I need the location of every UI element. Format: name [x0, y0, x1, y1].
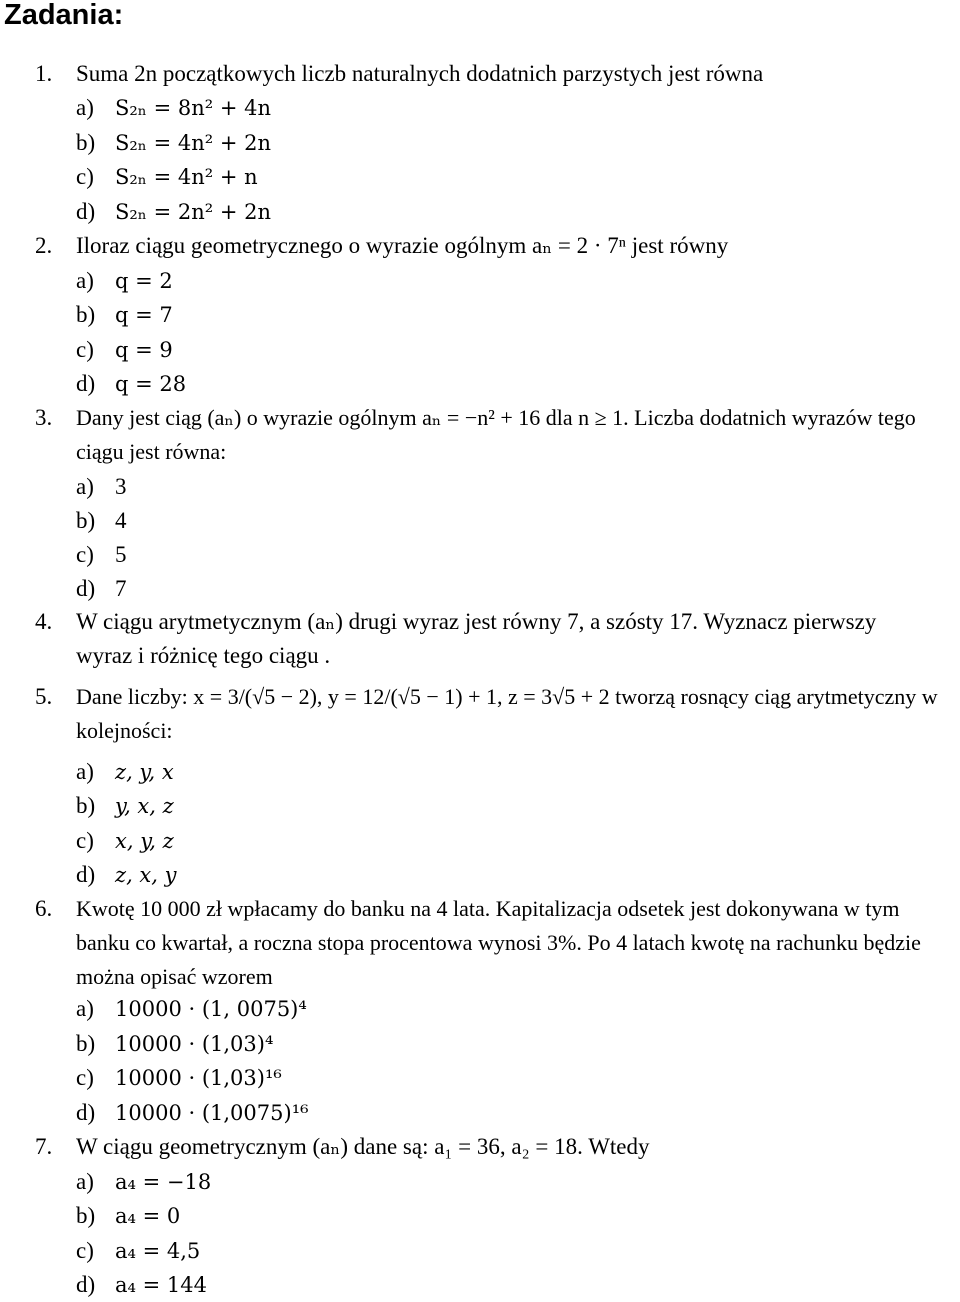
- option-formula: a₄ = 0: [115, 1204, 181, 1228]
- option-formula: a₄ = 144: [115, 1273, 207, 1297]
- option-label: b): [76, 302, 96, 327]
- option-value: 7: [115, 576, 127, 601]
- option-label: c): [76, 828, 94, 853]
- option-formula: a₄ = 4,5: [115, 1239, 201, 1263]
- task-2-option-a: [0, 264, 960, 298]
- task-number: 7.: [35, 1134, 53, 1159]
- option-formula: a₄ = −18: [115, 1170, 212, 1194]
- task-number: 4.: [35, 609, 53, 634]
- task-6: [0, 892, 960, 996]
- option-label: d): [76, 862, 96, 887]
- option-value: 3: [115, 474, 127, 499]
- task-2: [0, 229, 960, 263]
- task-7-option-b: [0, 1199, 960, 1233]
- task-2-option-b: [0, 298, 960, 332]
- option-label: a): [76, 759, 94, 784]
- option-label: c): [76, 1065, 94, 1090]
- task-6-option-c: [0, 1061, 960, 1095]
- task-6-option-a: [0, 992, 960, 1026]
- task-number: 6.: [35, 896, 53, 921]
- page-heading: Zadania:: [4, 0, 124, 31]
- task-4: [0, 605, 960, 675]
- task-text: Kwotę 10 000 zł wpłacamy do banku na 4 lata. Kapitalizacja odsetek jest dokonywana w tym banku co kwartał, a roczna stopa procentowa wynosi 3%. Po 4 latach kwotę na rachunku będzie można opisać wzorem: [76, 896, 921, 989]
- option-label: b): [76, 508, 96, 533]
- option-formula: 10000 · (1,03)¹⁶: [115, 1066, 282, 1090]
- option-formula: z, x, y: [115, 863, 177, 887]
- task-3-option-b: [0, 504, 960, 538]
- option-formula: 10000 · (1, 0075)⁴: [115, 997, 307, 1021]
- task-7-option-a: [0, 1165, 960, 1199]
- task-7: [0, 1130, 960, 1164]
- option-formula: S₂ₙ = 8n² + 4n: [115, 96, 271, 120]
- task-3-option-a: [0, 470, 960, 504]
- option-formula: y, x, z: [115, 794, 174, 818]
- task-1-option-c: [0, 160, 960, 194]
- task-7-option-d: [0, 1268, 960, 1302]
- task-3-option-c: [0, 538, 960, 572]
- task-text: Dane liczby: x = 3/(√5 − 2), y = 12/(√5 − 1) + 1, z = 3√5 + 2 tworzą rosnący ciąg arytmetyczny w kolejności:: [76, 684, 938, 743]
- option-label: b): [76, 1031, 96, 1056]
- task-number: 5.: [35, 684, 53, 709]
- option-label: d): [76, 371, 96, 396]
- task-5: [0, 680, 960, 750]
- option-label: a): [76, 474, 94, 499]
- task-1: [0, 57, 960, 91]
- option-label: b): [76, 793, 96, 818]
- option-value: 5: [115, 542, 127, 567]
- task-text: W ciągu geometrycznym (aₙ) dane są: a₁ = 36, a₂ = 18. Wtedy: [76, 1134, 650, 1159]
- option-formula: q = 9: [115, 338, 173, 362]
- task-number: 1.: [35, 61, 53, 86]
- option-label: c): [76, 1238, 94, 1263]
- option-formula: z, y, x: [115, 760, 174, 784]
- option-label: d): [76, 1100, 96, 1125]
- task-6-option-b: [0, 1027, 960, 1061]
- option-formula: S₂ₙ = 2n² + 2n: [115, 200, 271, 224]
- task-text: Dany jest ciąg (aₙ) o wyrazie ogólnym aₙ = −n² + 16 dla n ≥ 1. Liczba dodatnich wyrazów tego ciągu jest równa:: [76, 405, 916, 464]
- task-number: 2.: [35, 233, 53, 258]
- option-value: 4: [115, 508, 127, 533]
- task-7-option-c: [0, 1234, 960, 1268]
- option-label: a): [76, 996, 94, 1021]
- task-text: Iloraz ciągu geometrycznego o wyrazie ogólnym aₙ = 2 · 7ⁿ jest równy: [76, 233, 729, 258]
- option-label: b): [76, 1203, 96, 1228]
- task-5-option-b: [0, 789, 960, 823]
- option-label: d): [76, 576, 96, 601]
- task-1-option-a: [0, 91, 960, 125]
- option-label: a): [76, 268, 94, 293]
- task-3-option-d: [0, 572, 960, 606]
- option-label: a): [76, 95, 94, 120]
- task-5-option-d: [0, 858, 960, 892]
- option-label: a): [76, 1169, 94, 1194]
- task-number: 3.: [35, 405, 53, 430]
- task-2-option-d: [0, 367, 960, 401]
- task-1-option-d: [0, 195, 960, 229]
- option-formula: q = 7: [115, 303, 173, 327]
- option-formula: q = 28: [115, 372, 187, 396]
- option-label: c): [76, 542, 94, 567]
- option-formula: 10000 · (1,03)⁴: [115, 1032, 274, 1056]
- option-label: d): [76, 199, 96, 224]
- task-6-option-d: [0, 1096, 960, 1130]
- option-formula: x, y, z: [115, 829, 174, 853]
- task-1-option-b: [0, 126, 960, 160]
- task-5-option-a: [0, 755, 960, 789]
- task-5-option-c: [0, 824, 960, 858]
- option-formula: q = 2: [115, 269, 173, 293]
- task-text: W ciągu arytmetycznym (aₙ) drugi wyraz jest równy 7, a szósty 17. Wyznacz pierwszy wyraz i różnicę tego ciągu .: [76, 609, 877, 668]
- option-formula: S₂ₙ = 4n² + n: [115, 165, 258, 189]
- option-label: c): [76, 337, 94, 362]
- task-3: [0, 401, 960, 471]
- option-label: d): [76, 1272, 96, 1297]
- option-label: b): [76, 130, 96, 155]
- option-formula: S₂ₙ = 4n² + 2n: [115, 131, 271, 155]
- task-text: Suma 2n początkowych liczb naturalnych dodatnich parzystych jest równa: [76, 61, 764, 86]
- task-2-option-c: [0, 333, 960, 367]
- option-label: c): [76, 164, 94, 189]
- option-formula: 10000 · (1,0075)¹⁶: [115, 1101, 309, 1125]
